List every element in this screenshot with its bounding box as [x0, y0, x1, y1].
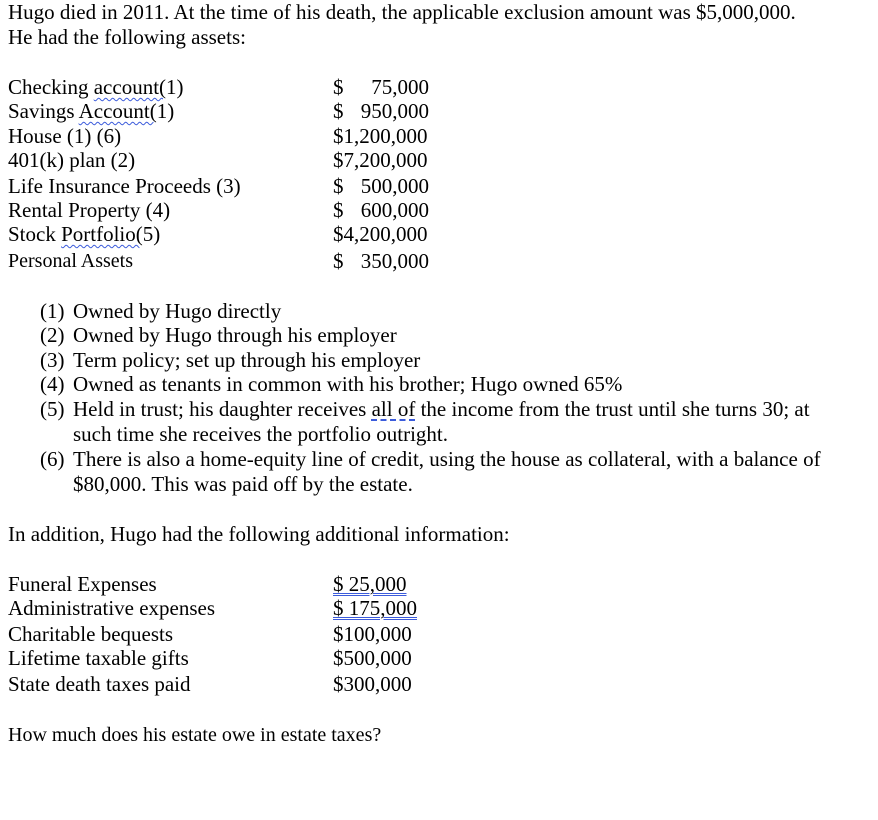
additional-value: $ 25,000: [333, 572, 407, 596]
asset-value-checking: $ 75,000: [333, 75, 429, 99]
additional-label: Lifetime taxable gifts: [8, 646, 189, 670]
asset-value-personal: $ 350,000: [333, 249, 429, 273]
additional-value: $500,000: [333, 646, 412, 670]
additional-label: Funeral Expenses: [8, 572, 157, 596]
note-number: (6): [40, 447, 65, 471]
note-number: (4): [40, 372, 65, 396]
asset-label-stock: Stock Portfolio(5): [8, 222, 161, 246]
note-text-continued: such time she receives the portfolio outright.: [73, 422, 448, 446]
note-text-continued: $80,000. This was paid off by the estate.: [73, 472, 413, 496]
asset-label-house: House (1) (6): [8, 124, 122, 148]
question: How much does his estate owe in estate taxes?: [8, 724, 382, 746]
asset-label-life-insurance: Life Insurance Proceeds (3): [8, 174, 241, 198]
asset-value-401k: $7,200,000: [333, 148, 428, 172]
asset-label-401k: 401(k) plan (2): [8, 148, 136, 172]
intro-line-1: Hugo died in 2011. At the time of his death, the applicable exclusion amount was $5,000,000.: [8, 0, 796, 24]
asset-value-savings: $ 950,000: [333, 99, 429, 123]
additional-value: $100,000: [333, 622, 412, 646]
asset-label-savings: Savings Account(1): [8, 99, 175, 123]
note-text: There is also a home-equity line of credit, using the house as collateral, with a balance of: [73, 447, 821, 471]
additional-label: State death taxes paid: [8, 672, 191, 696]
asset-value-stock: $4,200,000: [333, 222, 428, 246]
note-text: Owned as tenants in common with his brother; Hugo owned 65%: [73, 372, 623, 396]
note-number: (5): [40, 397, 65, 421]
asset-value-house: $1,200,000: [333, 124, 428, 148]
note-number: (3): [40, 348, 65, 372]
asset-label-personal: Personal Assets: [8, 250, 133, 272]
additional-value: $300,000: [333, 672, 412, 696]
note-number: (1): [40, 299, 65, 323]
asset-value-rental: $ 600,000: [333, 198, 429, 222]
note-text: Owned by Hugo through his employer: [73, 323, 397, 347]
additional-intro: In addition, Hugo had the following additional information:: [8, 522, 510, 546]
note-number: (2): [40, 323, 65, 347]
additional-value: $ 175,000: [333, 596, 417, 620]
asset-value-life-insurance: $ 500,000: [333, 174, 429, 198]
note-text: Owned by Hugo directly: [73, 299, 282, 323]
asset-label-rental: Rental Property (4): [8, 198, 171, 222]
additional-label: Administrative expenses: [8, 596, 216, 620]
intro-line-2: He had the following assets:: [8, 25, 246, 49]
note-text: Held in trust; his daughter receives all of the income from the trust until she turns 30; at: [73, 397, 810, 421]
asset-label-checking: Checking account(1): [8, 75, 184, 99]
note-text: Term policy; set up through his employer: [73, 348, 421, 372]
additional-label: Charitable bequests: [8, 622, 174, 646]
